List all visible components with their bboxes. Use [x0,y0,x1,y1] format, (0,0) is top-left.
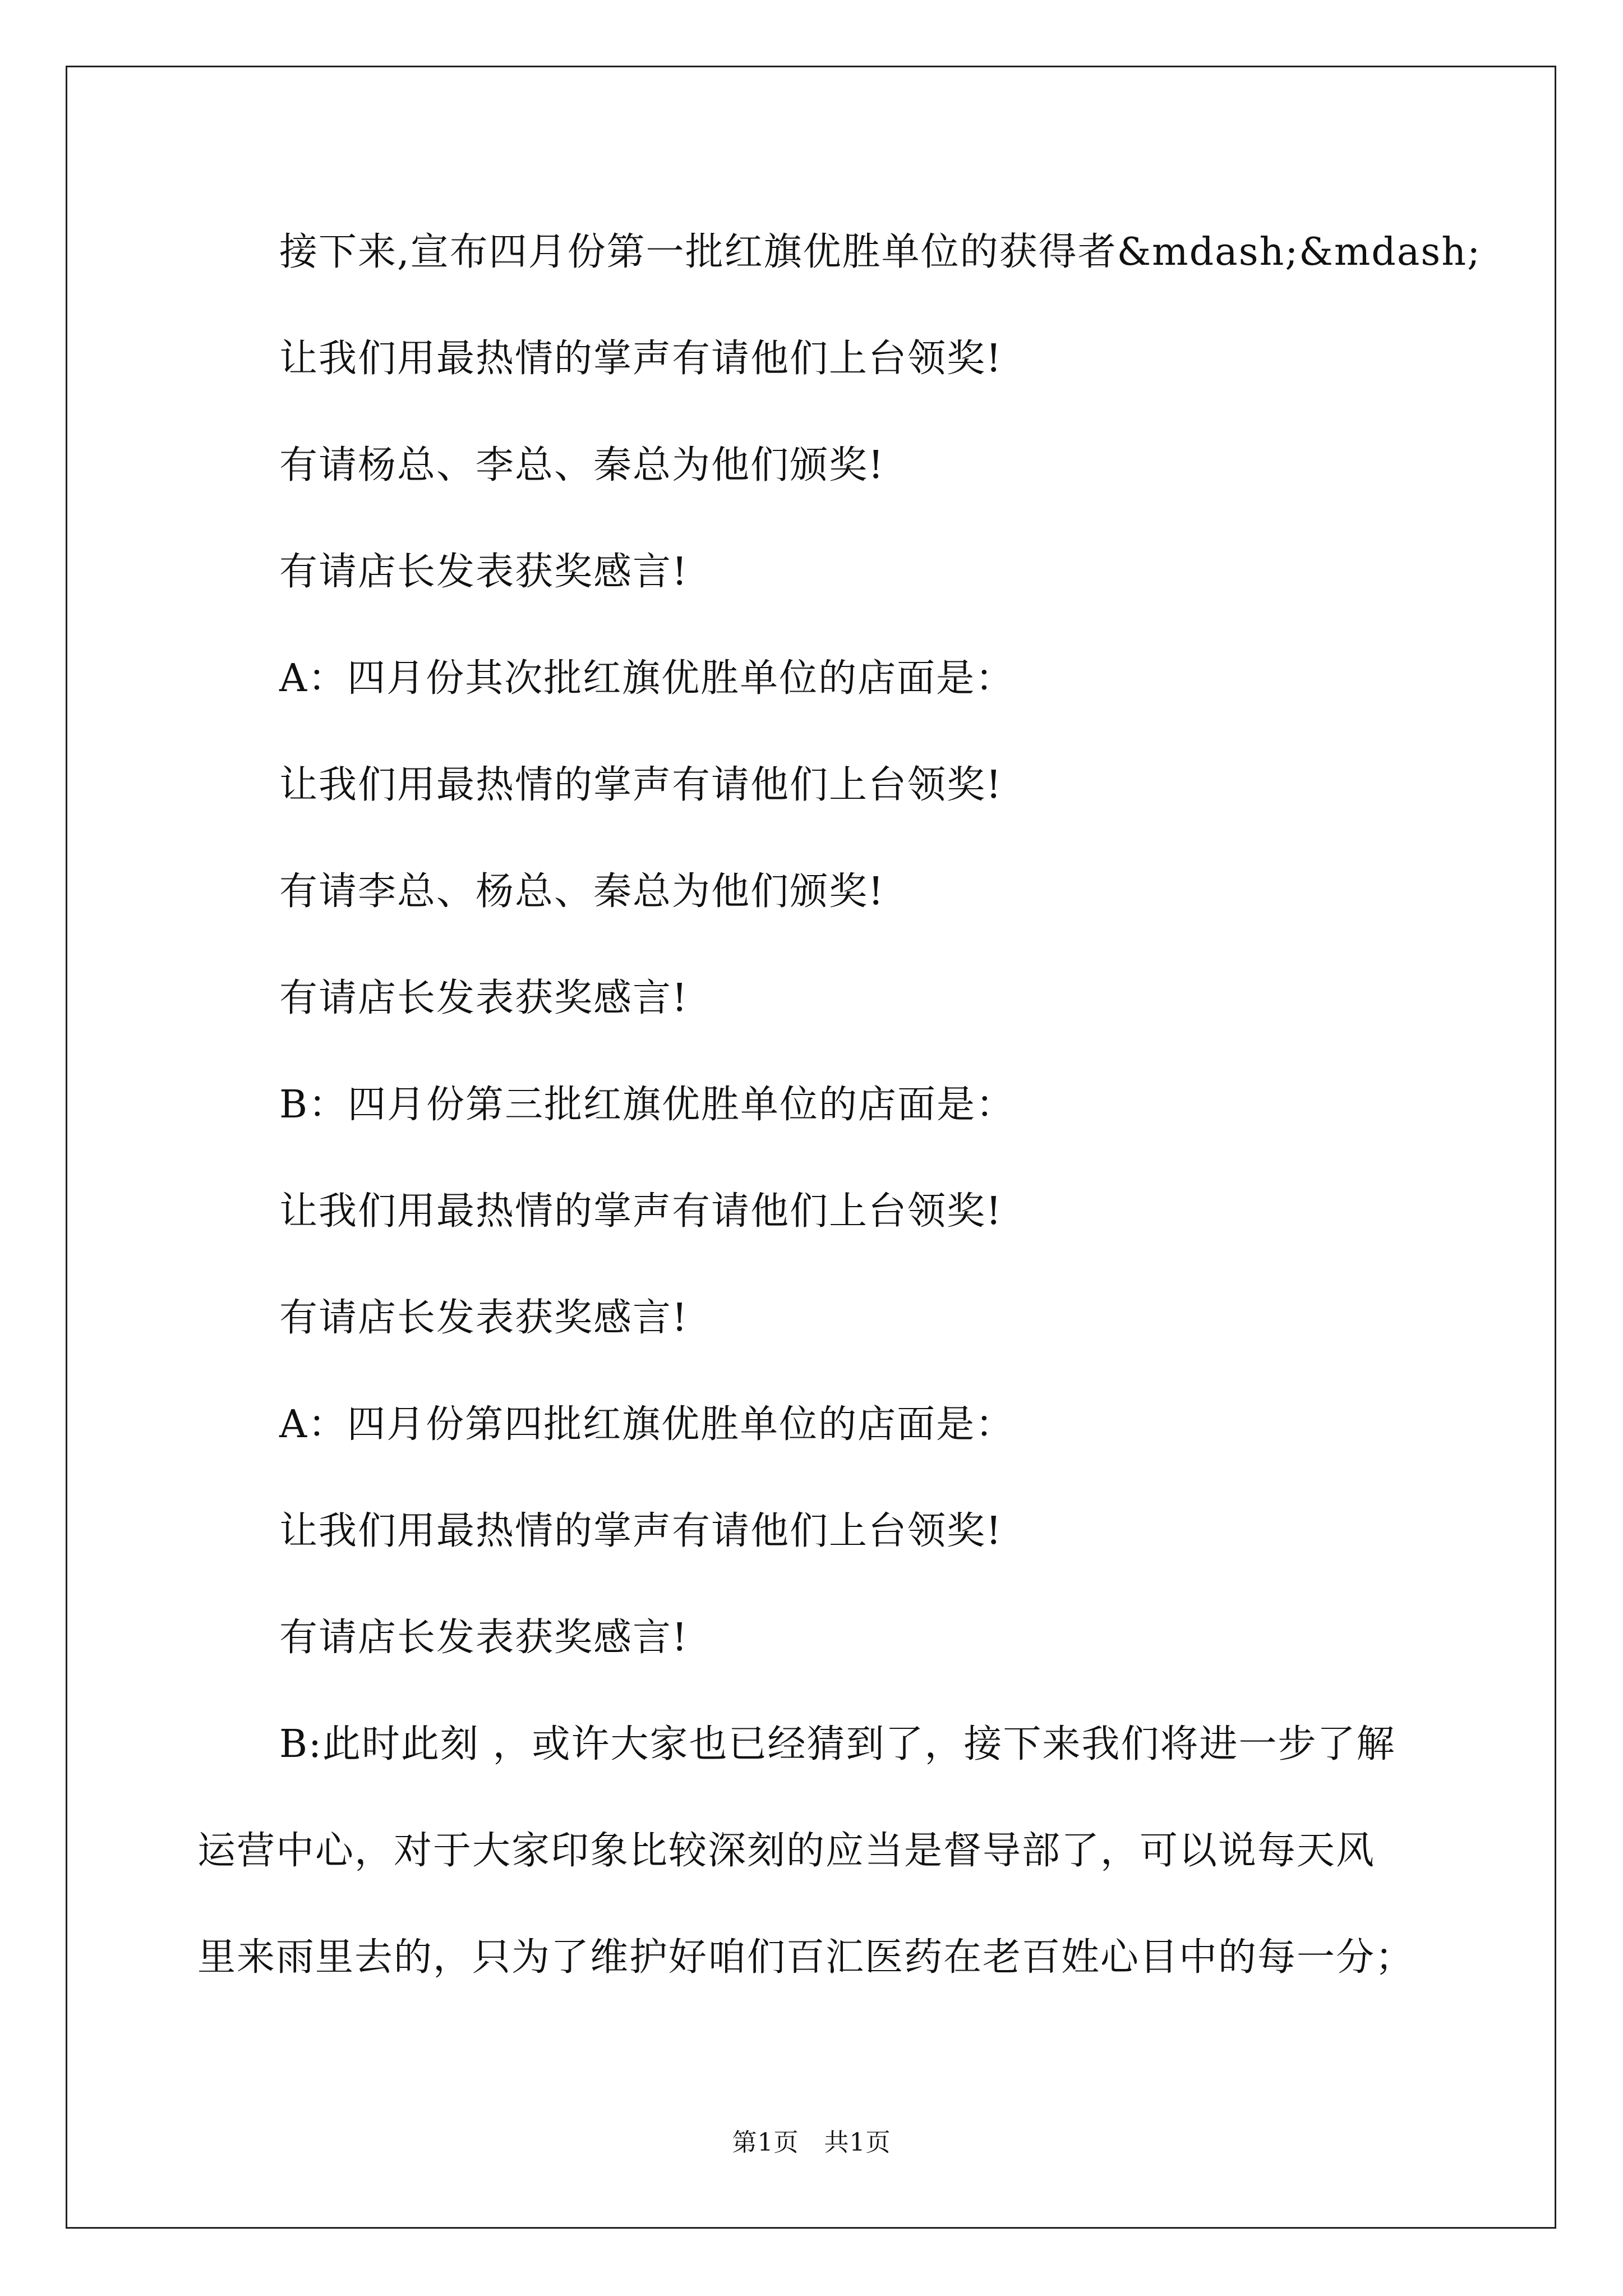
paragraph-line: 接下来,宣布四月份第一批红旗优胜单位的获得者&mdash;&mdash; [279,230,1481,274]
paragraph-line: 有请店长发表获奖感言! [279,976,689,1020]
paragraph-line: 让我们用最热情的掌声有请他们上台领奖! [279,763,1003,807]
paragraph-line: 让我们用最热情的掌声有请他们上台领奖! [279,1189,1003,1234]
paragraph-line: 里来雨里去的，只为了维护好咱们百汇医药在老百姓心目中的每一分； [197,1935,1415,1980]
page-number: 第1页 共1页 [732,2128,891,2157]
paragraph-line: 有请李总、杨总、秦总为他们颁奖! [279,869,885,914]
paragraph-line: A：四月份第四批红旗优胜单位的店面是： [279,1402,1015,1447]
paragraph-line: 运营中心，对于大家印象比较深刻的应当是督导部了，可以说每天风 [197,1829,1376,1873]
paragraph-line: 让我们用最热情的掌声有请他们上台领奖! [279,1509,1003,1553]
paragraph-line: B:此时此刻 ，或许大家也已经猜到了，接下来我们将进一步了解 [279,1722,1396,1766]
paragraph-line: 有请店长发表获奖感言! [279,550,689,594]
paragraph-line: 有请店长发表获奖感言! [279,1616,689,1660]
paragraph-line: 有请店长发表获奖感言! [279,1296,689,1340]
paragraph-line: 让我们用最热情的掌声有请他们上台领奖! [279,337,1003,381]
paragraph-line: B：四月份第三批红旗优胜单位的店面是： [279,1083,1015,1127]
paragraph-line: 有请杨总、李总、秦总为他们颁奖! [279,443,885,487]
paragraph-line: A：四月份其次批红旗优胜单位的店面是： [279,656,1015,701]
